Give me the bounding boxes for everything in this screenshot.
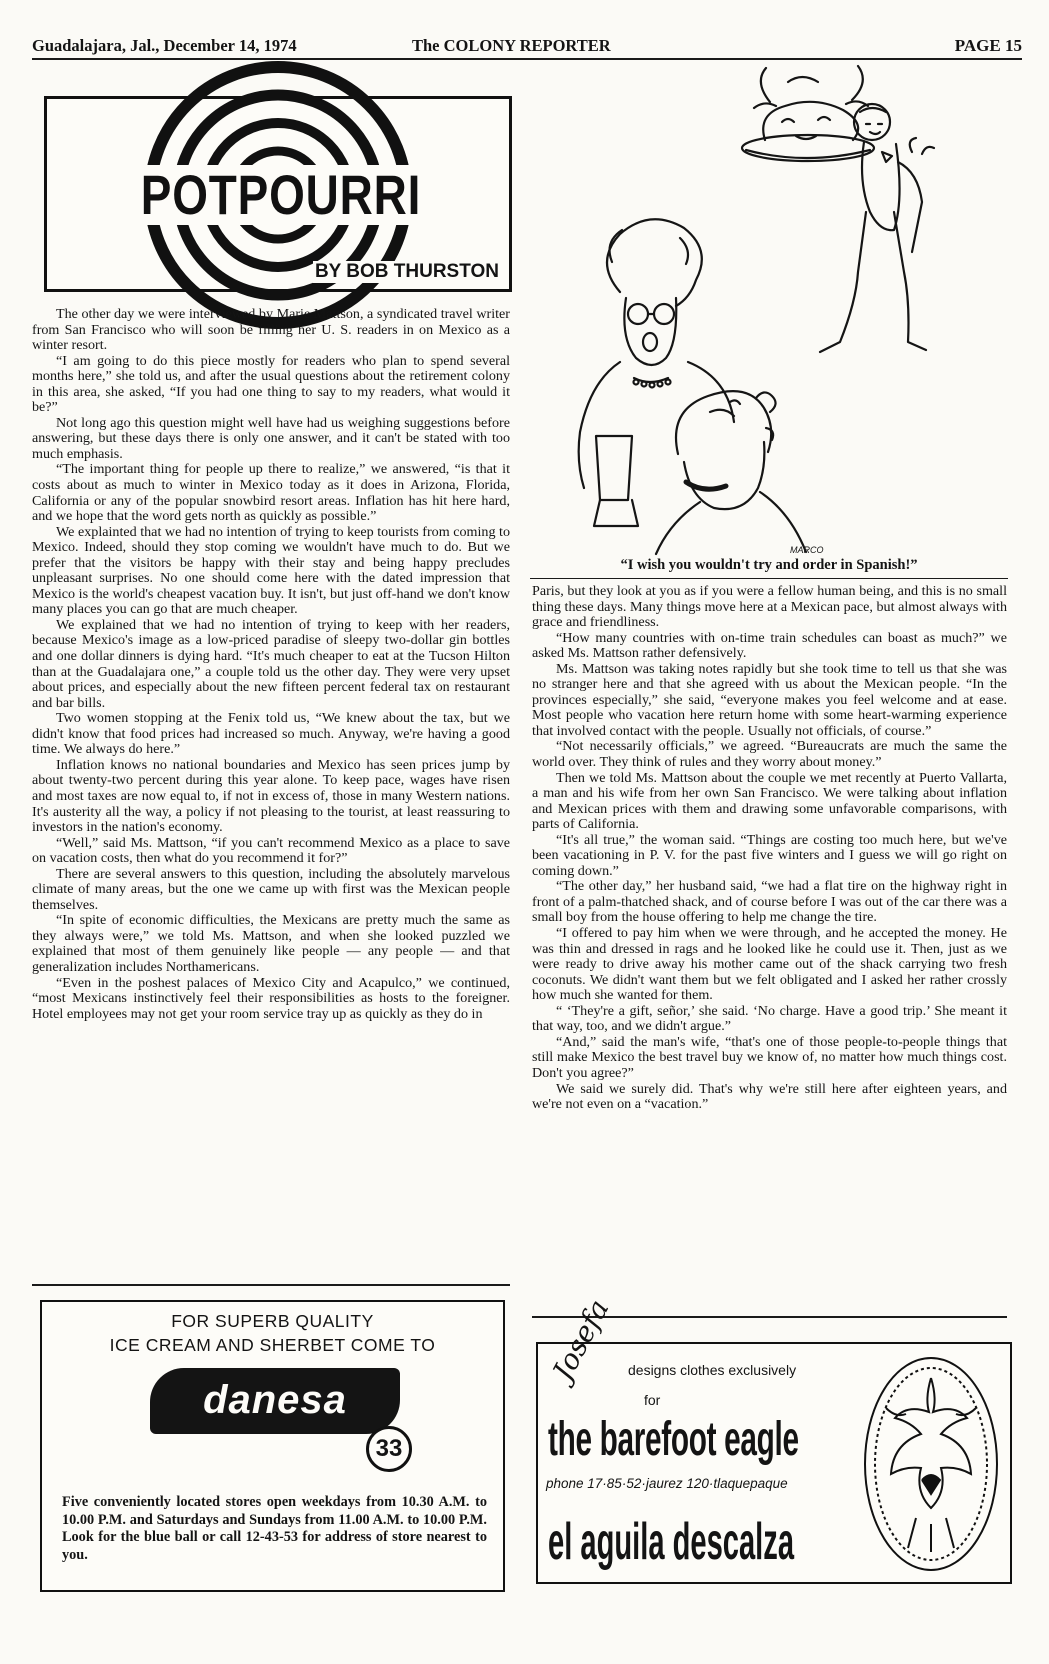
article-paragraph: “How many countries with on-time train schedules can boast as much?” we asked Ms. Mattson rather defensively. [532, 629, 1007, 662]
article-paragraph: “The important thing for people up there to realize,” we answered, “is that it costs about as much to winter in Mexico today as it does in Arizona, Florida, California or any of the popular snowbird resort areas. Inflation has hit here hard, and we hope that the word gets north as quickly as possible.” [32, 461, 510, 525]
article-paragraph: We explainted that we had no intention of trying to keep tourists from coming to Mexico. Indeed, should they stop coming we wouldn't have much to do. But we prefer that the visitors be happy with their stay and being happy precludes unpleasant surprises. No one should come here with the dated impression that Mexico is the world's cheapest vacation buy. It isn't, but just off-hand we don't know many places you can go that are much cheaper. [32, 523, 510, 618]
newspaper-name: The COLONY REPORTER [412, 36, 611, 55]
article-paragraph: We said we surely did. That's why we're still here after eighteen years, and we're not even on a “vacation.” [532, 1080, 1007, 1113]
danesa-logo [150, 1368, 400, 1434]
lamp-object [594, 436, 638, 526]
page-header [32, 36, 1022, 60]
danesa-brand: danesa [203, 1378, 347, 1422]
article-paragraph: Ms. Mattson was taking notes rapidly but she took time to tell us that she was no stranger here and that she agreed with us about the Mexican people. “In the provinces especially,” she said, “everyone makes you feel welcome and at ease. Most people who vacation here return home with some heart-warming experience that involved contact with the people. Usually not officials, of course.” [532, 660, 1007, 739]
barefoot-eagle-brand: the barefoot eagle [548, 1413, 799, 1466]
article-paragraph: There are several answers to this question, including the absolutely marvelous climate of many areas, but the one we came up with first was the Mexican people themselves. [32, 865, 510, 913]
josefa-for: for [644, 1392, 661, 1408]
article-paragraph: Then we told Ms. Mattson about the couple we met recently at Puerto Vallarta, a man and his wife from her own San Francisco. We were talking about inflation and Mexican prices with them and drawing some unfavorable comparisons, with parts of California. [532, 769, 1007, 833]
article-paragraph: The other day we were interviewed by Marie Mattson, a syndicated travel writer from San Francisco who will soon be filling her U. S. readers in on Mexico as a winter resort. [32, 306, 510, 354]
barefoot-eagle-advertisement [536, 1293, 1012, 1584]
article-paragraph: Paris, but they look at you as if you were a fellow human being, and this is no small thing these days. Many things move here at a Mexican pace, but almost always with grace and friendliness. [532, 583, 1007, 631]
article-paragraph: “Even in the poshest palaces of Mexico City and Acapulco,” we continued, “most Mexicans instinctively feel their responsibilities as hosts to the foreigner. Hotel employees may not get your room service tray up as quickly as they do in [32, 974, 510, 1022]
barefoot-eagle-contact: phone 17·85·52·jaurez 120·tlaquepaque [546, 1476, 788, 1491]
column-divider-left [32, 1284, 510, 1286]
article-paragraph: “ ‘They're a gift, señor,’ she said. ‘No charge. Have a good trip.’ She meant it that way, too, and we didn't argue.” [532, 1002, 1007, 1035]
danesa-headline-1: FOR SUPERB QUALITY [171, 1311, 374, 1331]
article-paragraph: We explained that we had no intention of trying to keep with her readers, because Mexico's image as a low-priced paradise of sleepy two-dollar gin bottles and one dollar dinners is dying hard. “It's much cheaper to eat at the Tucson Hilton than at the Guadalajara one,” a couple told us the other day. They were very upset about prices, and especially about the new fifteen percent federal tax on restaurant and bar bills. [32, 616, 510, 711]
page-number: PAGE 15 [954, 36, 1022, 55]
dateline: Guadalajara, Jal., December 14, 1974 [32, 36, 297, 55]
article-paragraph: “I am going to do this piece mostly for readers who plan to spend several months here,” she told us, and after the usual questions about the retirement colony in this area, she asked, “If you had one thing to say to my readers, what would it be?” [32, 352, 510, 416]
article-paragraph: “Well,” said Ms. Mattson, “if you can't recommend Mexico as a place to save on vacation costs, then what do you recommend it for?” [32, 834, 510, 867]
column-title: POTPOURRI [132, 165, 430, 225]
waiter-figure [742, 66, 934, 352]
article-paragraph: “I offered to pay him when we were through, and he accepted the money. He was thin and dressed in rags and he looked like he could use it. Then, just as we were ready to drive away his mother came out of the shack carrying two fresh coconuts. We didn't want them but we felt obligated and I asked her rather crossly how much she wanted for them. [532, 925, 1007, 1004]
danesa-body-text: Five conveniently located stores open weekdays from 10.30 A.M. to 10.00 P.M. and Saturdays and Sundays from 11.00 A.M. to 10.00 P.M. Look for the blue ball or call 12-43-53 for address of store nearest to you. [62, 1494, 487, 1563]
woman-figure [579, 219, 734, 488]
article-paragraph: Inflation knows no national boundaries and Mexico has seen prices jump by about twenty-two percent during this year alone. To keep pace, wages have risen and most taxes are now equal to, if not in excess of, those in many Western nations. It's austerity all the way, a policy if not pleasing to the tourist, at least reassuring to investors in the nation's economy. [32, 756, 510, 836]
article-paragraph: Not long ago this question might well have had us weighing suggestions before answering, but these days there is only one answer, and it can't be stated with too much emphasis. [32, 414, 510, 462]
article-column-right [532, 584, 1007, 1310]
man-figure [656, 391, 806, 554]
cartoon-illustration [560, 62, 1000, 558]
josefa-script-name: Josefa [546, 1293, 616, 1386]
article-paragraph: Two women stopping at the Fenix told us, “We knew about the tax, but we didn't know that food prices had increased so much. Anyway, we're having a good time. We always do here.” [32, 710, 510, 758]
eagle-emblem-icon [856, 1348, 1006, 1580]
cartoonist-signature: MARCO [790, 545, 824, 555]
article-paragraph: “And,” said the man's wife, “that's one of those people-to-people things that still make Mexico the best travel buy we know of, no matter how much things cost. Don't you agree?” [532, 1033, 1007, 1081]
article-column-left [32, 307, 510, 1280]
article-paragraph: “Not necessarily officials,” we agreed. “Bureaucrats are much the same the world over. They think of rules and they worry about money.” [532, 738, 1007, 771]
article-paragraph: “It's all true,” the woman said. “Things are costing too much here, but we've been vacationing in P. V. for the past five winters and I guess we will go right on coming down.” [532, 831, 1007, 879]
article-paragraph: “In spite of economic difficulties, the Mexicans are pretty much the same as they always were,” we told Ms. Mattson, and when she looked puzzled we explained that most of them genuinely like people — any people — and that generalization includes Northamericans. [32, 912, 510, 975]
column-masthead [44, 96, 512, 292]
danesa-number-badge: 33 [366, 1426, 412, 1472]
aguila-descalza-brand: el aguila descalza [548, 1513, 795, 1571]
danesa-headline-2: ICE CREAM AND SHERBET COME TO [109, 1335, 436, 1355]
cartoon-caption: “I wish you wouldn't try and order in Spanish!” [530, 557, 1008, 579]
column-byline: BY BOB THURSTON [314, 261, 499, 282]
danesa-advertisement [40, 1300, 505, 1592]
josefa-tagline: designs clothes exclusively [628, 1362, 797, 1378]
article-paragraph: “The other day,” her husband said, “we had a flat tire on the highway right in front of a palm-thatched shack, and of course before I was out of the car there was a small boy from the house offering to help me change the tire. [532, 878, 1007, 926]
